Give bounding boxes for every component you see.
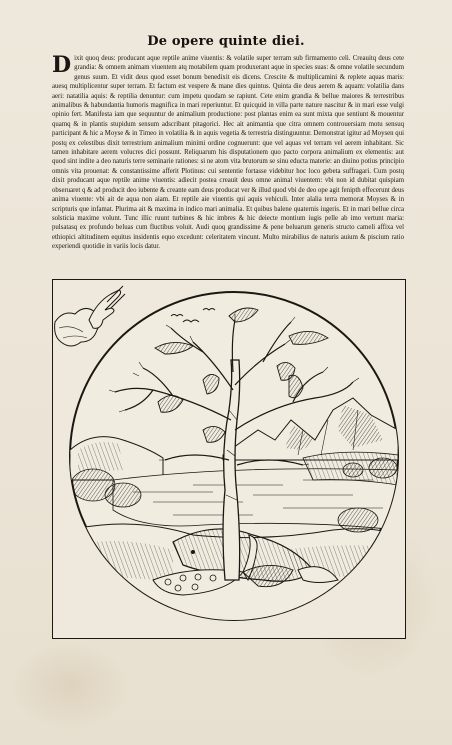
paper-stain [10,640,130,730]
right-shore [303,452,398,485]
woodcut-svg [53,280,407,640]
hand-of-god-icon [55,286,125,346]
drop-cap: D [52,54,72,78]
body-paragraph: ixit quoq deus: producant aque reptile anime viuentis: & volatile super terram sub firmamento celi. Creauitq deus cete grandia: & omnem animam viuentem atq motabilem quam produxerant aque in species suas: & omne volatile secundum genus suum. Et vidit deus quod esset bonum benedixit eis dicens. Crescite & multiplicamini & replete aquas maris: auesq multiplicentur super terram. Et factum est vespere & mane dies quintus. Quinta die deus aerem & aquam: volatilia dans aeri: natatilia aquis: & reptilia denuntur: cum impetu quodam se rapiunt. Cete enim grandia & bellue maiores & terrestribus animalibus & habundantia humoris magnifica in mari reperiuntur. Et quicquid in villa parte nature nascitur & in mari esse vulgi opinio fert. Manifesta iam que sequuntur de animalium productione: post plantas enim ea sunt mixta que sentiunt & mouentur quamq & in plantis stupidum sensum adscribant pitagorici. Hec ait animantia que citra omnem controuersiam motu sensuq participant & hic a Moyse & in Timeo in volatilia & in aquis vegetia & terrestria distinguuntur. Demonstrat igitur ad Moysen qui postq ex celestibus dixit terrestrium animalium minimi ordine cognuerunt: que vel aquas vel terram vel aerem inhabitant. Sic tamen inhabitare aerem volucres dici possunt. Reliquarum his disputationem quo pacto corpora animalium ex elementis: aut quod sint indite a deo naturis terre seminarie rationes: si ne atom vita brutorum se sinu educta materie: an diuino potius principio omnis vita prouenat: & constantissime afferit Plotinus: cui sententie fortasse videbitur hoc loco gebeta suffragari. Cum postq dixit producant aque reptile anime viuentis: adiecit postea creauit deus omne animal viuentem: vbi non id dubitat quispiam obseruaret q & ad producit deo iubente & creante eam deus producat ver & illud quod vbi de deo ope agit fenipth effecerunt deus anima viuente: vbi ait de aqua non aiam. Et reptile aie viuentis qui aquis vehiculi. Inter alalia terra memorat Moyses & in scripturis que infamat. Plurima ait & maxima in indico mari animalia. Et quibus balene quaternis iugeris. Et in mari bellue circa solsticia maxime volunt. Tunc illic ruunt turbines & hic imbres & hic deiecte montium iugis pelle ab imo vertunt maria: pulsatasq ex profundo beluas cum fluctibus voluit. Audi quoq grandissime & pene beluarum generis structo cameli affixa vel ethiopici altitudinem equitus insidentis equo excedunt: celeritatem vincunt. Multo mirabilius de naturis auium & piscium ratio experiendi quotidie in variis locis datur. [52,55,404,251]
woodcut-illustration [52,279,406,639]
body-text [52,54,404,274]
page-heading: De opere quinte diei. [147,34,305,49]
